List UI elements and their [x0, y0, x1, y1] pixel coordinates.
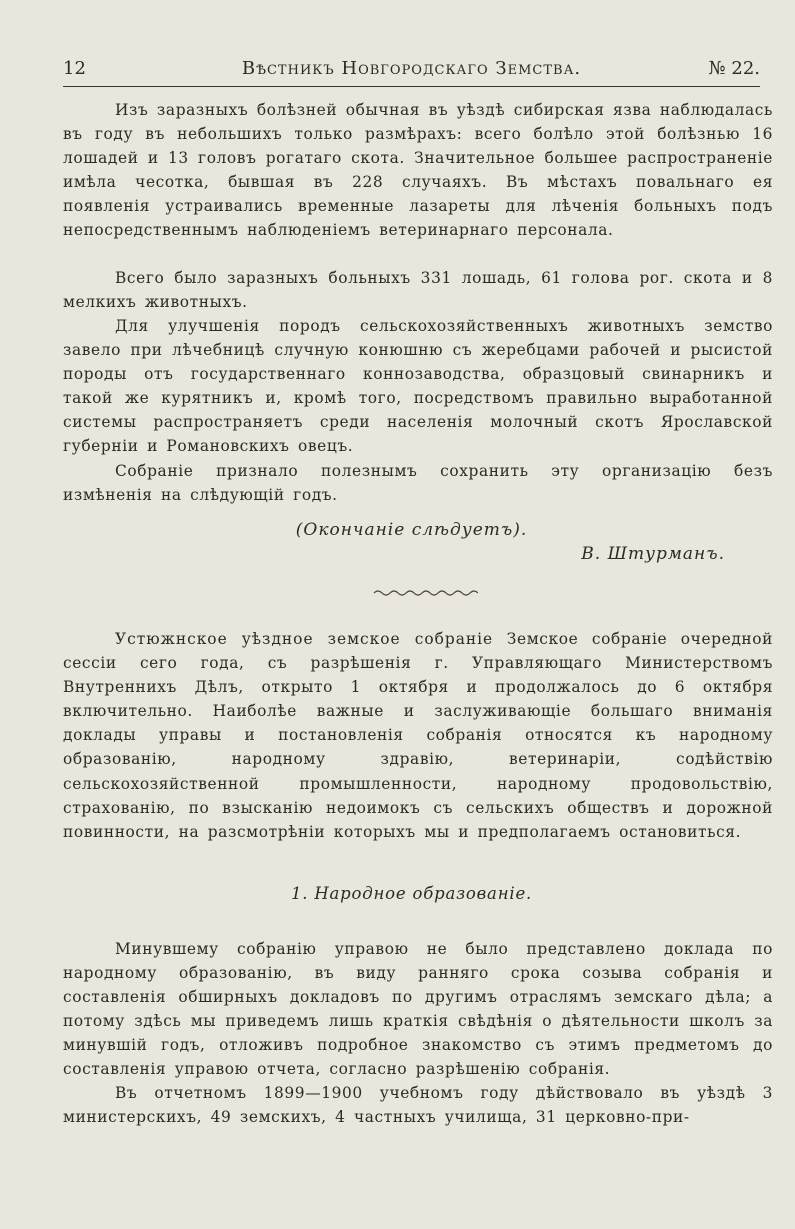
- running-header: [63, 58, 760, 87]
- paragraph-text: [63, 627, 773, 844]
- paragraph-text: Въ отчетномъ 1899—1900 учебномъ году дѣйствовало въ уѣздѣ 3 министерскихъ, 49 земскихъ, 4 частныхъ училища, 31 церковно-при-: [63, 1084, 773, 1127]
- section-title: 1. Народное образованіе.: [290, 884, 533, 903]
- journal-title: Вѣстникъ Новгородскаго Земства.: [241, 58, 582, 79]
- author-signature: В. Штурманъ.: [581, 544, 725, 564]
- paragraph-text: Изъ заразныхъ болѣзней обычная въ уѣздѣ сибирская язва наблюдалась въ году въ небольшихъ только размѣрахъ: всего болѣло этой болѣзнью 16 лошадей и 13 головъ рогатаго скота. Значительное большее распространеніе имѣла чесотка, бывшая въ 228 случаяхъ. Въ мѣстахъ повальнаго ея появленія устраивались временные лазареты для лѣченія больныхъ подъ непосредственнымъ наблюденіемъ ветеринарнаго персонала.: [63, 101, 773, 240]
- paragraph-resolution: [63, 459, 773, 507]
- section-lead: Устюжнское уѣздное земское собраніе: [115, 630, 494, 648]
- paragraph-text: Минувшему собранію управою не было представлено доклада по народному образованію, въ виду ранняго срока созыва собранія и составленія обширныхъ докладовъ по другимъ отраслямъ земскаго дѣла; а потому здѣсь мы приведемъ лишь краткія свѣдѣнія о дѣятельности школъ за минувшій годъ, отложивъ подробное знакомство съ этимъ предметомъ до составленія управою отчета, согласно разрѣшенію собранія.: [63, 940, 773, 1079]
- paragraph-breeding: [63, 314, 773, 459]
- page-number: 12: [63, 58, 86, 79]
- paragraph-text: Собраніе признало полезнымъ сохранить эту организацію безъ измѣненія на слѣдующій годъ.: [63, 462, 773, 505]
- issue-number: № 22.: [708, 58, 760, 79]
- paragraph-text: Всего было заразныхъ больныхъ 331 лошадь, 61 голова рог. скота и 8 мелкихъ животныхъ.: [63, 269, 773, 312]
- paragraph-schools: [63, 1081, 773, 1129]
- paragraph-text: Для улучшенія породъ сельскохозяйственныхъ животныхъ земство завело при лѣчебницѣ случную конюшню съ жеребцами рабочей и рысистой породы отъ государственнаго коннозаводства, образцовый свинарникъ и такой же курятникъ и, кромѣ того, посредствомъ правильно выработанной системы распространяетъ среди населенія молочный скотъ Ярославской губерніи и Романовскихъ овецъ.: [63, 317, 773, 456]
- paragraph-ustyuzhna: [63, 627, 773, 844]
- paragraph-body: Земское собраніе очередной сессіи сего года, съ разрѣшенія г. Управляющаго Министерствомъ Внутреннихъ Дѣлъ, открыто 1 октября и продолжалось до 6 октября включительно. Наиболѣе важные и заслуживающіе большаго вниманія доклады управы и постановленія собранія относятся къ народному образованію, народному здравію, ветеринаріи, содѣйствію сельскохозяйственной промышленности, народному продовольствію, страхованію, по взысканію недоимокъ съ сельскихъ обществъ и дорожной повинности, на разсмотрѣніи которыхъ мы и предполагаемъ остановиться.: [63, 630, 773, 841]
- paragraph-totals: [63, 266, 773, 314]
- continuation-note: (Окончаніе слѣдуетъ).: [295, 520, 528, 540]
- paragraph-diseases: [63, 98, 773, 243]
- ornament-divider: [372, 588, 478, 598]
- paragraph-education: [63, 937, 773, 1082]
